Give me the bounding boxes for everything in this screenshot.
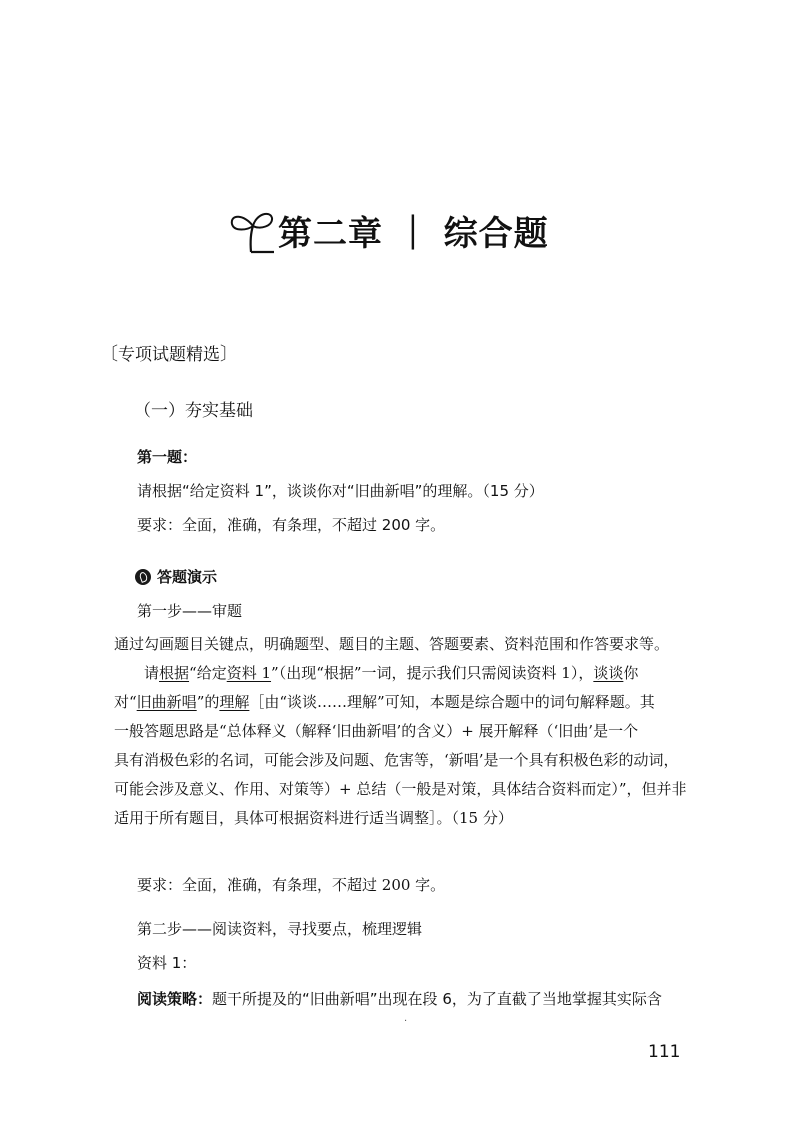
section-close-bracket: 〕 — [220, 344, 238, 365]
text-run: 请 — [144, 664, 160, 682]
step1-heading: 第一步——审题 — [137, 602, 243, 620]
material-label: 资料 1： — [137, 954, 197, 972]
text-run: 你 — [623, 664, 639, 682]
analysis-line: 适用于所有题目，具体可根据资料进行适当调整］。（15 分） — [114, 809, 513, 827]
reading-strategy — [137, 988, 662, 1009]
demo-heading — [135, 566, 217, 587]
question-text: 请根据“给定资料 1”，谈谈你对“旧曲新唱”的理解。（15 分） — [137, 482, 544, 500]
underlined-keyword: 旧曲新唱 — [136, 693, 197, 711]
text-run: “给定 — [189, 664, 227, 682]
analysis-line: 可能会涉及意义、作用、对策等）+ 总结（一般是对策，具体结合资料而定）”，但并非 — [114, 780, 687, 798]
question-label: 第一题： — [137, 448, 198, 466]
underlined-keyword: 谈谈 — [593, 664, 624, 682]
requirement-repeat: 要求：全面，准确，有条理，不超过 200 字。 — [137, 876, 446, 894]
underlined-keyword: 根据 — [159, 664, 190, 682]
analysis-line: 通过勾画题目关键点，明确题型、题目的主题、答题要素、资料范围和作答要求等。 — [114, 635, 670, 653]
section-open-bracket: 〔 — [100, 344, 118, 365]
underlined-keyword: 资料 1 — [226, 664, 272, 682]
strategy-label: 阅读策略： — [137, 990, 213, 1008]
underlined-keyword: 理解 — [219, 693, 250, 711]
page-number: 111 — [648, 1042, 681, 1062]
text-run: ”（出现“根据”一词，提示我们只需阅读资料 1）， — [271, 664, 594, 682]
analysis-paragraph — [114, 630, 704, 833]
demo-label: 答题演示 — [157, 568, 218, 586]
analysis-line — [114, 659, 704, 688]
analysis-line: 一般答题思路是“总体释义（解释‘旧曲新唱’的含义）+ 展开解释（‘旧曲’是一个 — [114, 722, 639, 740]
section-label: 专项试题精选 — [118, 345, 220, 365]
analysis-line: 具有消极色彩的名词，可能会涉及问题、危害等，‘新唱’是一个具有积极色彩的动词， — [114, 751, 679, 769]
strategy-text: 题干所提及的“旧曲新唱”出现在段 6，为了直截了当地掌握其实际含 — [212, 990, 662, 1008]
text-run: ”的 — [196, 693, 220, 711]
sprout-badge-icon — [135, 569, 151, 585]
chapter-title: 第二章 ｜ 综合题 — [278, 213, 549, 254]
sprout-icon — [226, 206, 276, 254]
text-run: 对“ — [114, 693, 137, 711]
stray-mark: · — [404, 1016, 408, 1027]
text-run: ［由“谈谈……理解”可知，本题是综合题中的词句解释题。其 — [249, 693, 655, 711]
subsection-heading: （一）夯实基础 — [134, 401, 253, 421]
step2-heading: 第二步——阅读资料，寻找要点，梳理逻辑 — [137, 920, 423, 938]
analysis-line — [114, 688, 704, 717]
chapter-heading — [226, 200, 549, 260]
section-heading — [100, 340, 238, 366]
question-requirement: 要求：全面，准确，有条理，不超过 200 字。 — [137, 516, 446, 534]
